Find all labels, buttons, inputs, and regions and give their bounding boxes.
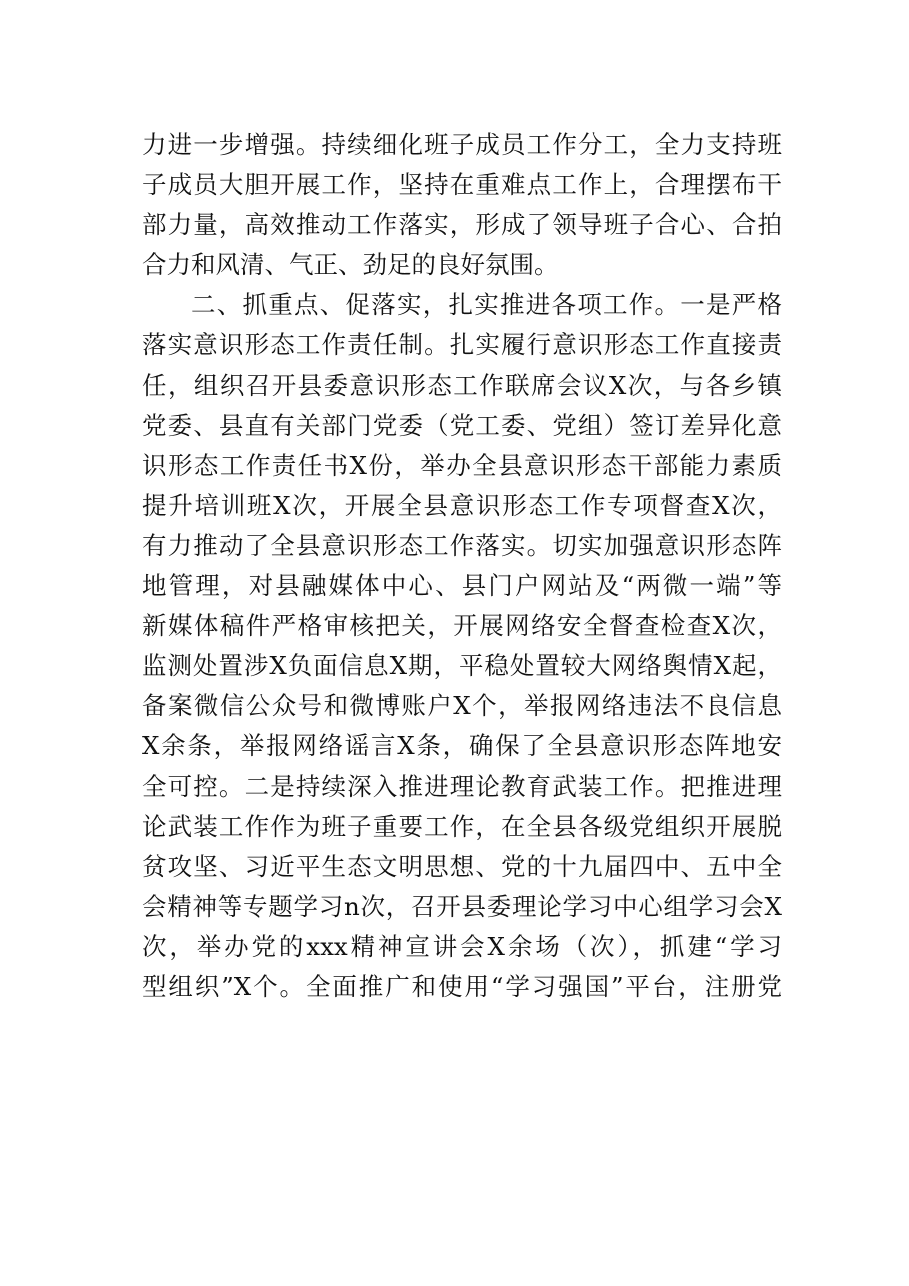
text-line: X余条，举报网络谣言X条，确保了全县意识形态阵地安 (142, 731, 782, 761)
text-line: 识形态工作责任书X份，举办全县意识形态干部能力素质 (142, 450, 782, 480)
body-text (142, 125, 782, 1007)
text-line: 次，举办党的xxx精神宣讲会X余场（次），抓建“学习 (142, 931, 782, 961)
text-line: 部力量，高效推动工作落实，形成了领导班子合心、合拍 (142, 210, 782, 240)
text-line: 力进一步增强。持续细化班子成员工作分工，全力支持班 (142, 130, 782, 159)
text-line: 党委、县直有关部门党委（党工委、党组）签订差异化意 (142, 410, 782, 440)
text-line: 贫攻坚、习近平生态文明思想、党的十九届四中、五中全 (142, 851, 782, 881)
text-line: 提升培训班X次，开展全县意识形态工作专项督查X次， (142, 490, 782, 520)
text-line: 全可控。二是持续深入推进理论教育武装工作。把推进理 (142, 771, 782, 801)
text-line: 合力和风清、气正、劲足的良好氛围。 (142, 250, 559, 280)
text-line: 型组织”X个。全面推广和使用“学习强国”平台，注册党 (142, 971, 782, 1001)
text-line: 有力推动了全县意识形态工作落实。切实加强意识形态阵 (142, 530, 782, 560)
text-line: 论武装工作作为班子重要工作，在全县各级党组织开展脱 (142, 811, 782, 841)
text-line: 地管理，对县融媒体中心、县门户网站及“两微一端”等 (142, 571, 782, 601)
text-line: 监测处置涉X负面信息X期，平稳处置较大网络舆情X起， (142, 651, 782, 681)
text-line: 备案微信公众号和微博账户X个，举报网络违法不良信息 (142, 691, 782, 721)
text-line: 新媒体稿件严格审核把关，开展网络安全督查检查X次， (142, 611, 782, 641)
text-line: 任，组织召开县委意识形态工作联席会议X次，与各乡镇 (142, 370, 782, 400)
text-line: 落实意识形态工作责任制。扎实履行意识形态工作直接责 (142, 330, 782, 360)
text-line: 会精神等专题学习n次，召开县委理论学习中心组学习会X (142, 891, 782, 921)
text-line: 二、抓重点、促落实，扎实推进各项工作。一是严格 (191, 290, 782, 320)
text-line: 子成员大胆开展工作，坚持在重难点工作上，合理摆布干 (142, 170, 782, 200)
